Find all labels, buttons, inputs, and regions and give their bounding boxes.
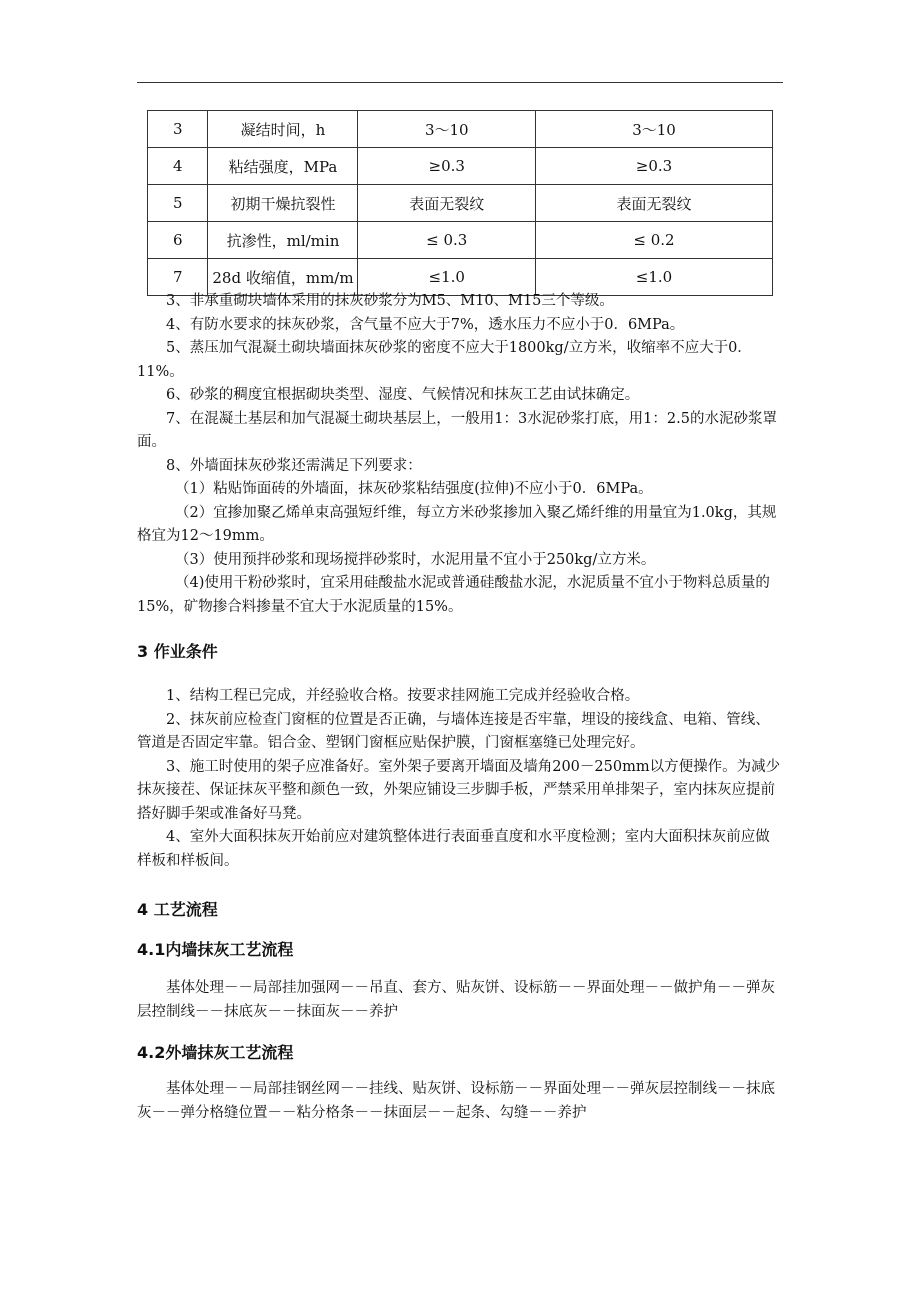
row-value-a: ≥0.3: [358, 148, 536, 185]
paragraph: 8、外墙面抹灰砂浆还需满足下列要求：: [166, 457, 422, 474]
table-row: [148, 111, 773, 148]
row-value-a: ≤ 0.3: [358, 222, 536, 259]
row-item: 凝结时间，h: [208, 111, 358, 148]
paragraph: 3、施工时使用的架子应准备好。室外架子要离开墙面及墙角200－250mm以方便操作。为减少抹灰接茬、保证抹灰平整和颜色一致，外架应铺设三步脚手板，严禁采用单排架子，室内抹灰应提前搭好脚手架或准备好马凳。: [137, 758, 781, 822]
paragraph: 4、有防水要求的抹灰砂浆，含气量不应大于7%，透水压力不应小于0．6MPa。: [166, 316, 685, 333]
sub-paragraph: （3）使用预拌砂浆和现场搅拌砂浆时，水泥用量不宜小于250kg/立方米。: [175, 551, 656, 568]
row-no: 5: [148, 185, 208, 222]
paragraph: 6、砂浆的稠度宜根据砌块类型、湿度、气候情况和抹灰工艺由试抹确定。: [166, 387, 640, 403]
row-value-a: 表面无裂纹: [358, 185, 536, 222]
row-item: 初期干燥抗裂性: [208, 185, 358, 222]
paragraph: 5、蒸压加气混凝土砌块墙面抹灰砂浆的密度不应大于1800kg/立方米，收缩率不应大于0．11%。: [137, 340, 752, 380]
table-row: [148, 185, 773, 222]
row-value-b: 3～10: [536, 111, 773, 148]
paragraph: 2、抹灰前应检查门窗框的位置是否正确，与墙体连接是否牢靠，埋设的接线盒、电箱、管线、管道是否固定牢靠。铝合金、塑钢门窗框应贴保护膜，门窗框塞缝已处理完好。: [137, 711, 770, 751]
paragraph: 1、结构工程已完成，并经验收合格。按要求挂网施工完成并经验收合格。: [166, 688, 640, 704]
sub-paragraph: （2）宜掺加聚乙烯单束高强短纤维，每立方米砂浆掺加入聚乙烯纤维的用量宜为1.0kg，其规格宜为12～19mm。: [137, 504, 777, 544]
row-no: 7: [148, 259, 208, 296]
sub-paragraph: （4)使用干粉砂浆时，宜采用硅酸盐水泥或普通硅酸盐水泥，水泥质量不宜小于物料总质量的15%，矿物掺合料掺量不宜大于水泥质量的15%。: [137, 575, 770, 615]
row-no: 3: [148, 111, 208, 148]
header-rule: [137, 82, 783, 83]
subsection-heading: 4.2外墙抹灰工艺流程: [137, 1043, 294, 1062]
paragraph: 基体处理－－局部挂钢丝网－－挂线、贴灰饼、设标筋－－界面处理－－弹灰层控制线－－抹底灰－－弹分格缝位置－－粘分格条－－抹面层－－起条、勾缝－－养护: [137, 1081, 775, 1121]
table-row: [148, 222, 773, 259]
section-heading: 4 工艺流程: [137, 900, 218, 919]
subsection-heading: 4.1内墙抹灰工艺流程: [137, 940, 294, 959]
row-no: 6: [148, 222, 208, 259]
section-heading: 3 作业条件: [137, 642, 218, 661]
paragraph: 基体处理－－局部挂加强网－－吊直、套方、贴灰饼、设标筋－－界面处理－－做护角－－弹灰层控制线－－抹底灰－－抹面灰－－养护: [137, 980, 775, 1020]
row-value-b: ≥0.3: [536, 148, 773, 185]
row-value-b: ≤1.0: [536, 259, 773, 296]
row-item: 粘结强度，MPa: [208, 148, 358, 185]
paragraph: 7、在混凝土基层和加气混凝土砌块基层上，一般用1：3水泥砂浆打底，用1：2.5的水泥砂浆罩面。: [137, 410, 777, 450]
row-value-b: 表面无裂纹: [536, 185, 773, 222]
row-item: 28d 收缩值，mm/m: [208, 259, 358, 296]
row-no: 4: [148, 148, 208, 185]
document-body: [137, 290, 783, 1125]
spec-table: [147, 110, 773, 296]
row-value-a: 3～10: [358, 111, 536, 148]
table-row: [148, 148, 773, 185]
sub-paragraph: （1）粘贴饰面砖的外墙面，抹灰砂浆粘结强度(拉伸)不应小于0．6MPa。: [175, 481, 653, 497]
row-value-b: ≤ 0.2: [536, 222, 773, 259]
paragraph: 4、室外大面积抹灰开始前应对建筑整体进行表面垂直度和水平度检测；室内大面积抹灰前应做样板和样板间。: [137, 829, 770, 869]
row-value-a: ≤1.0: [358, 259, 536, 296]
row-item: 抗渗性，ml/min: [208, 222, 358, 259]
paragraph: 3、非承重砌块墙体采用的抹灰砂浆分为M5、M10、M15三个等级。: [166, 293, 614, 309]
